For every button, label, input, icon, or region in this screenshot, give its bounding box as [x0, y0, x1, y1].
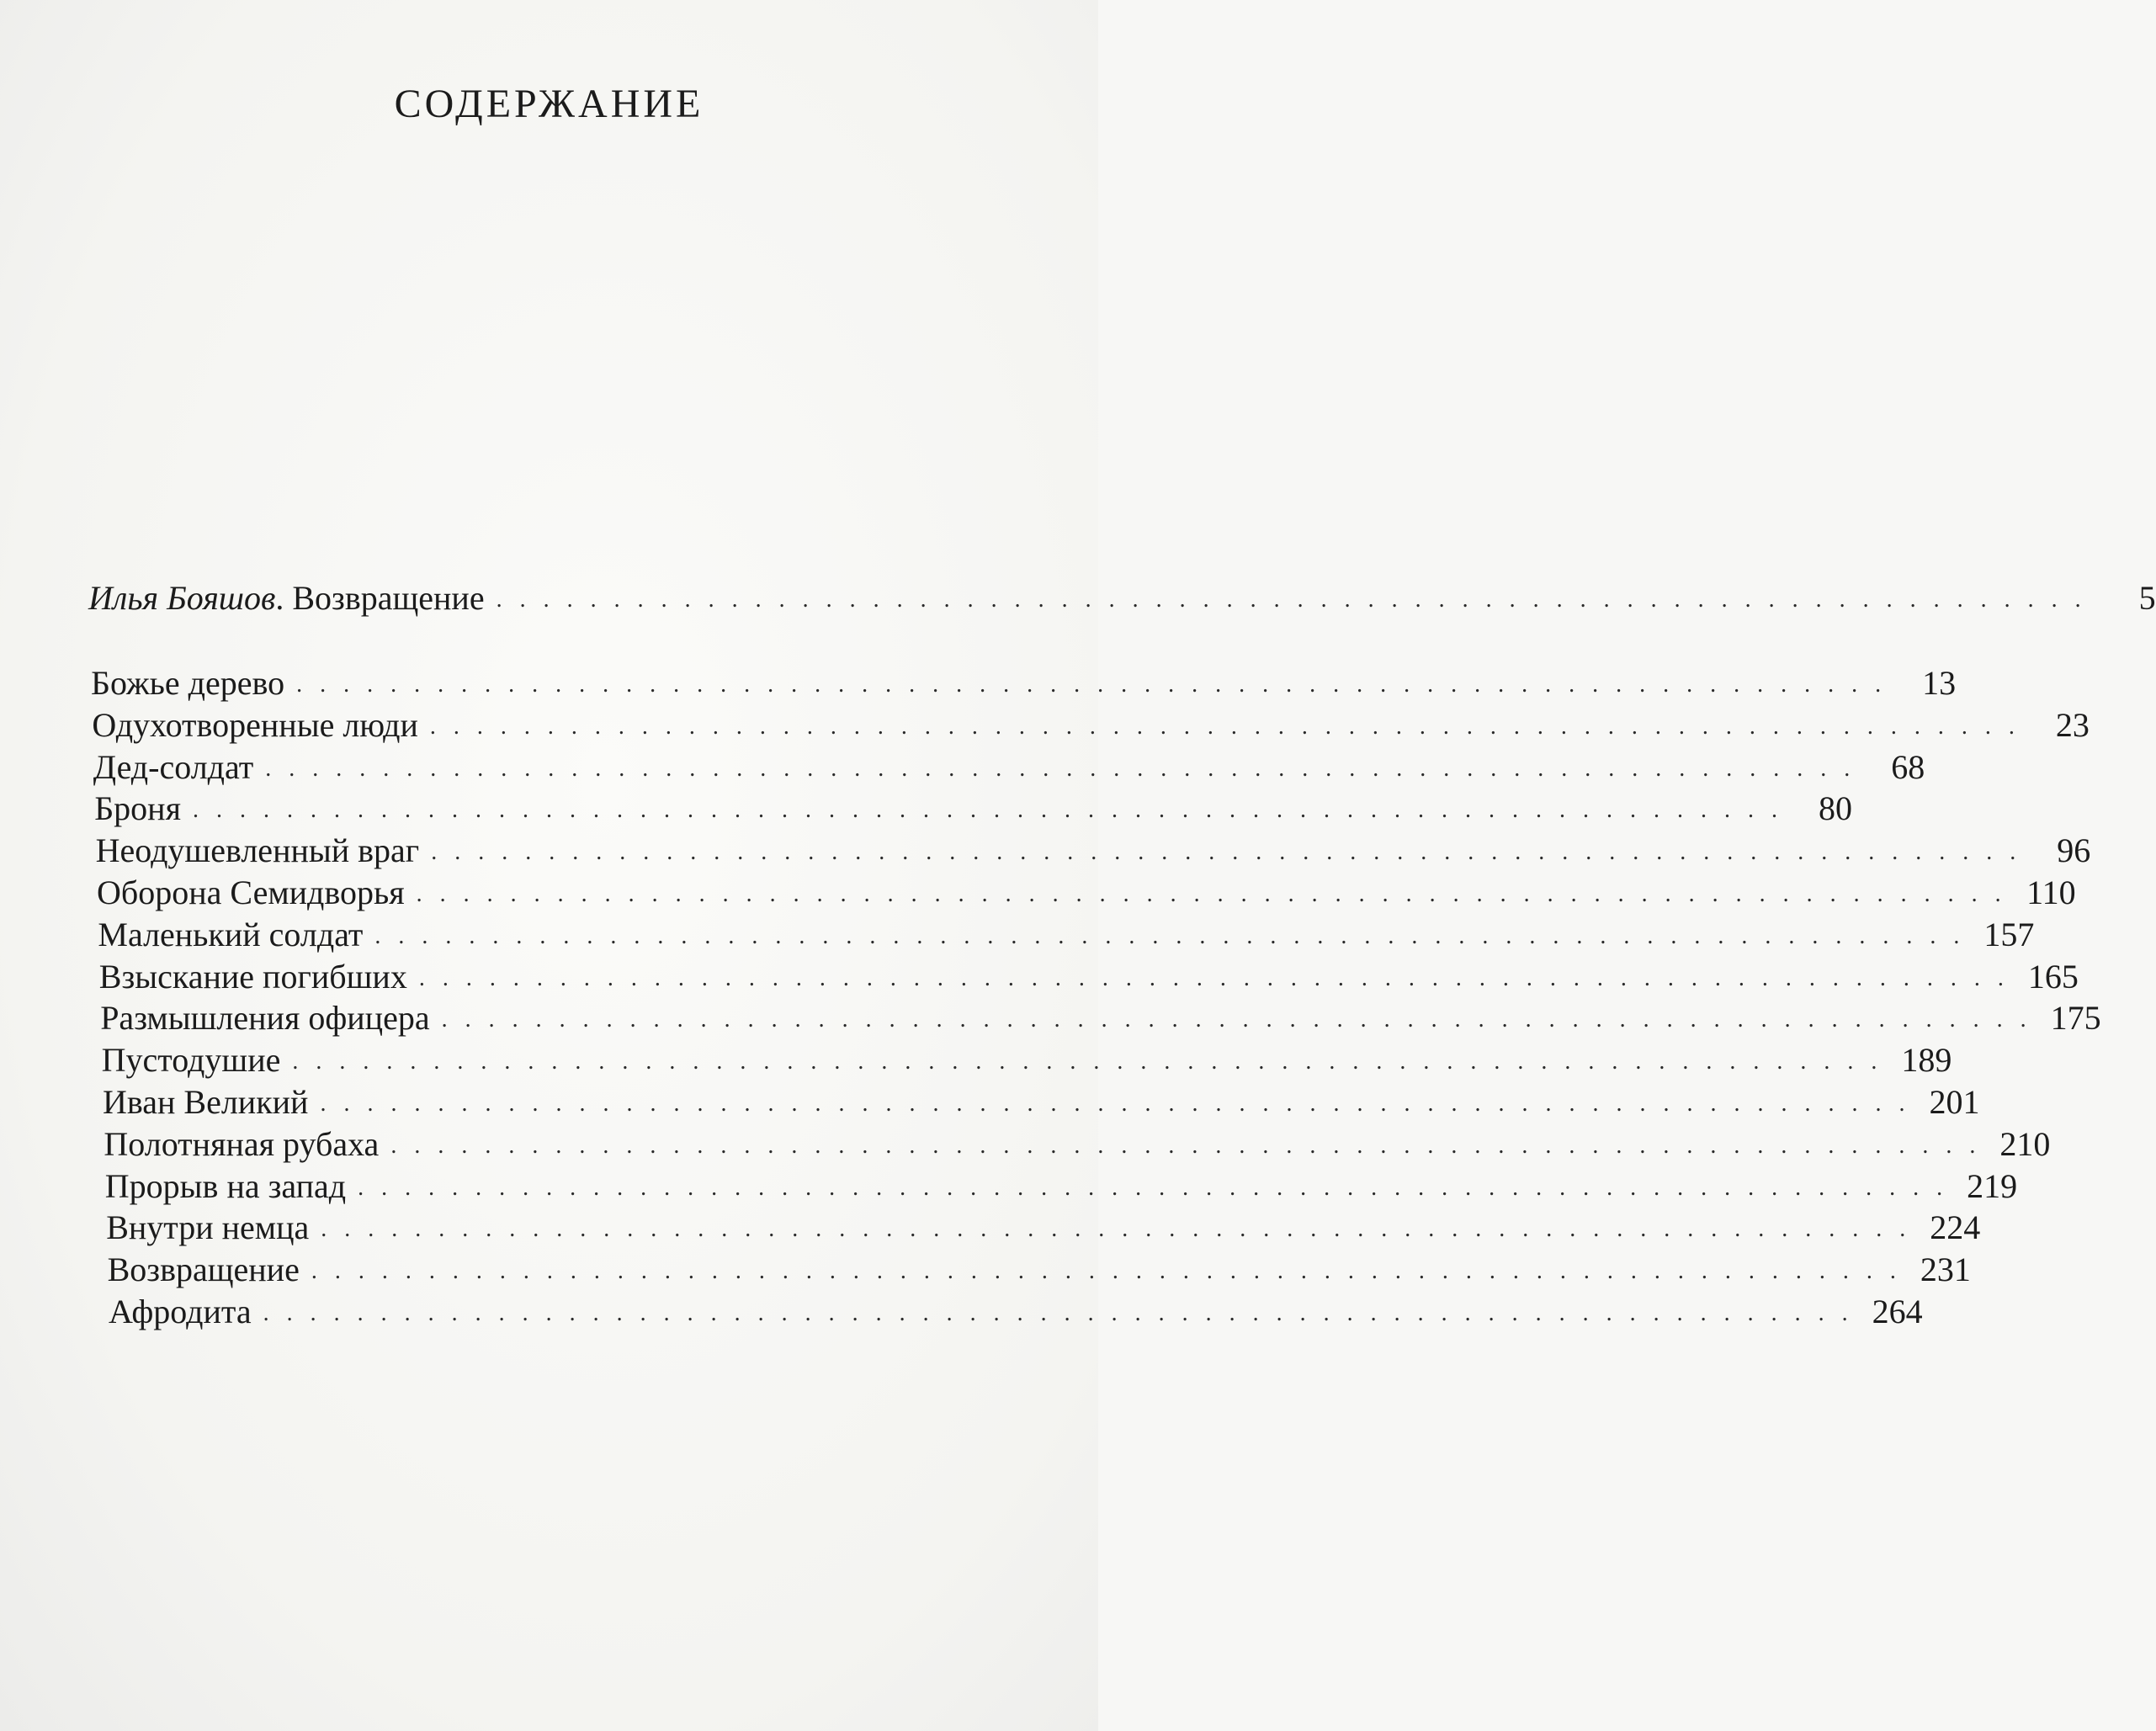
toc-entry-page-number: 165	[2027, 957, 2079, 996]
toc-entry	[106, 1208, 1981, 1247]
page-title: СОДЕРЖАНИЕ	[394, 82, 704, 126]
toc-entry	[98, 957, 2079, 996]
toc-entry	[104, 1166, 2018, 1206]
toc-entry-page-number: 80	[1818, 789, 1852, 828]
toc-entry-page-number: 231	[1920, 1250, 1971, 1289]
toc-entry-title: Оборона Семидворья	[97, 873, 405, 911]
toc-entry	[91, 664, 1957, 703]
toc-entry	[93, 747, 1925, 787]
toc-entry	[101, 1041, 1952, 1080]
intro-page-number: 5	[2138, 579, 2156, 617]
toc-entry	[109, 1293, 1923, 1331]
toc-entry	[107, 1250, 1971, 1289]
dot-leader: . . . . . . . . . . . . . . . . . . . . . . . . . . . . . . . . . . . . . . . . . . . . . . . . . . . . . . . . . . . . . . . . . . . .	[390, 1132, 1982, 1159]
toc-entry-title: Неодушевленный враг	[95, 831, 420, 870]
dot-leader: . . . . . . . . . . . . . . . . . . . . . . . . . . . . . . . . . . . . . . . . . . . . . . . . . . . . . . . . . . . . . . . . . . . .	[358, 1174, 1949, 1201]
toc-entry-title: Иван Великий	[103, 1083, 309, 1121]
toc-entry	[104, 1124, 2051, 1164]
toc-entry-title: Дед-солдат	[93, 747, 254, 786]
toc-entry-page-number: 219	[1967, 1166, 2018, 1205]
dot-leader: . . . . . . . . . . . . . . . . . . . . . . . . . . . . . . . . . . . . . . . . . . . . . . . . . . . . . . . . . . . . . . . . . . . .	[374, 922, 1966, 949]
toc-entry-title: Возвращение	[107, 1250, 300, 1289]
dot-leader: . . . . . . . . . . . . . . . . . . . . . . . . . . . . . . . . . . . . . . . . . . . . . . . . . . . . . . . . . . . . . . . . . . . .	[296, 672, 1888, 698]
toc-entry-page-number: 110	[2026, 873, 2076, 911]
toc-entry	[97, 873, 2076, 912]
toc-entry-page-number: 210	[1999, 1124, 2051, 1163]
toc-entry-page-number: 264	[1872, 1293, 1923, 1330]
toc-entry	[103, 1083, 1980, 1122]
toc-entry	[94, 789, 1852, 828]
dot-leader: . . . . . . . . . . . . . . . . . . . . . . . . . . . . . . . . . . . . . . . . . . . . . . . . . . . . . . . . . . . . . . . . . . . .	[431, 839, 2022, 866]
toc-entry-title: Маленький солдат	[98, 915, 364, 953]
dot-leader: . . . . . . . . . . . . . . . . . . . . . . . . . . . . . . . . . . . . . . . . . . . . . . . . . . . . . . . . . . . . . . . . . . . .	[496, 587, 2087, 613]
toc-entry-title: Взыскание погибших	[98, 957, 407, 996]
toc-entry-title: Одухотворенные люди	[92, 705, 418, 744]
toc-entry	[98, 915, 2035, 954]
toc-entry-title: Броня	[94, 789, 181, 828]
dot-leader: . . . . . . . . . . . . . . . . . . . . . . . . . . . . . . . . . . . . . . . . . . . . . . . . . . . . . . . . . . . . . . . . . . . .	[321, 1216, 1912, 1243]
toc-entry-title: Афродита	[109, 1293, 252, 1330]
toc-entry-title: Полотняная рубаха	[104, 1124, 380, 1163]
toc-entry-page-number: 189	[1901, 1041, 1952, 1080]
toc-entry-title: Прорыв на запад	[104, 1166, 347, 1205]
dot-leader: . . . . . . . . . . . . . . . . . . . . . . . . . . . . . . . . . . . . . . . . . . . . . . . . . . . . . . . . . . . . . . . . . . . .	[292, 1049, 1883, 1075]
toc-entry-page-number: 13	[1922, 664, 1957, 702]
dot-leader: . . . . . . . . . . . . . . . . . . . . . . . . . . . . . . . . . . . . . . . . . . . . . . . . . . . . . . . . . . . . . . . . . . . .	[429, 713, 2021, 740]
intro-author: Илья Бояшов	[88, 579, 276, 617]
intro-title: . Возвращение	[275, 579, 485, 617]
toc-entry-title: Внутри немца	[106, 1208, 310, 1247]
toc-entry-page-number: 68	[1891, 747, 1925, 786]
dot-leader: . . . . . . . . . . . . . . . . . . . . . . . . . . . . . . . . . . . . . . . . . . . . . . . . . . . . . . . . . . . . . . . . . . . .	[311, 1258, 1902, 1285]
toc-entry-page-number: 175	[2050, 999, 2101, 1038]
dot-leader: . . . . . . . . . . . . . . . . . . . . . . . . . . . . . . . . . . . . . . . . . . . . . . . . . . . . . . . . . . . . . . . . . . . .	[418, 964, 2010, 991]
dot-leader: . . . . . . . . . . . . . . . . . . . . . . . . . . . . . . . . . . . . . . . . . . . . . . . . . . . . . . . . . . . . . . . . . . . .	[441, 1006, 2032, 1033]
toc-entry-page-number: 157	[1983, 915, 2035, 953]
toc-entry-page-number: 96	[2057, 831, 2091, 870]
toc-entry	[100, 999, 2101, 1038]
dot-leader: . . . . . . . . . . . . . . . . . . . . . . . . . . . . . . . . . . . . . . . . . . . . . . . . . . . . . . . . . . . . . . . . . . . .	[320, 1091, 1911, 1117]
toc-entry-page-number: 201	[1929, 1083, 1980, 1121]
toc-entry-title: Пустодушие	[101, 1041, 281, 1080]
dot-leader: . . . . . . . . . . . . . . . . . . . . . . . . . . . . . . . . . . . . . . . . . . . . . . . . . . . . . . . . . . . . . . . . . . . .	[263, 1300, 1854, 1326]
toc-entry	[95, 831, 2091, 870]
dot-leader: . . . . . . . . . . . . . . . . . . . . . . . . . . . . . . . . . . . . . . . . . . . . . . . . . . . . . . . . . . . . . . . . . . . .	[265, 755, 1856, 782]
toc-entry-page-number: 23	[2055, 705, 2090, 744]
toc-entry-title: Божье дерево	[91, 664, 285, 702]
toc-entry-title: Размышления офицера	[100, 999, 430, 1038]
dot-leader: . . . . . . . . . . . . . . . . . . . . . . . . . . . . . . . . . . . . . . . . . . . . . . . . . . . . . . . . . . . . . . . . . . . .	[192, 797, 1783, 824]
toc-entry-page-number: 224	[1930, 1208, 1981, 1247]
toc-entry	[92, 705, 2090, 745]
dot-leader: . . . . . . . . . . . . . . . . . . . . . . . . . . . . . . . . . . . . . . . . . . . . . . . . . . . . . . . . . . . . . . . . . . . .	[416, 881, 2007, 907]
